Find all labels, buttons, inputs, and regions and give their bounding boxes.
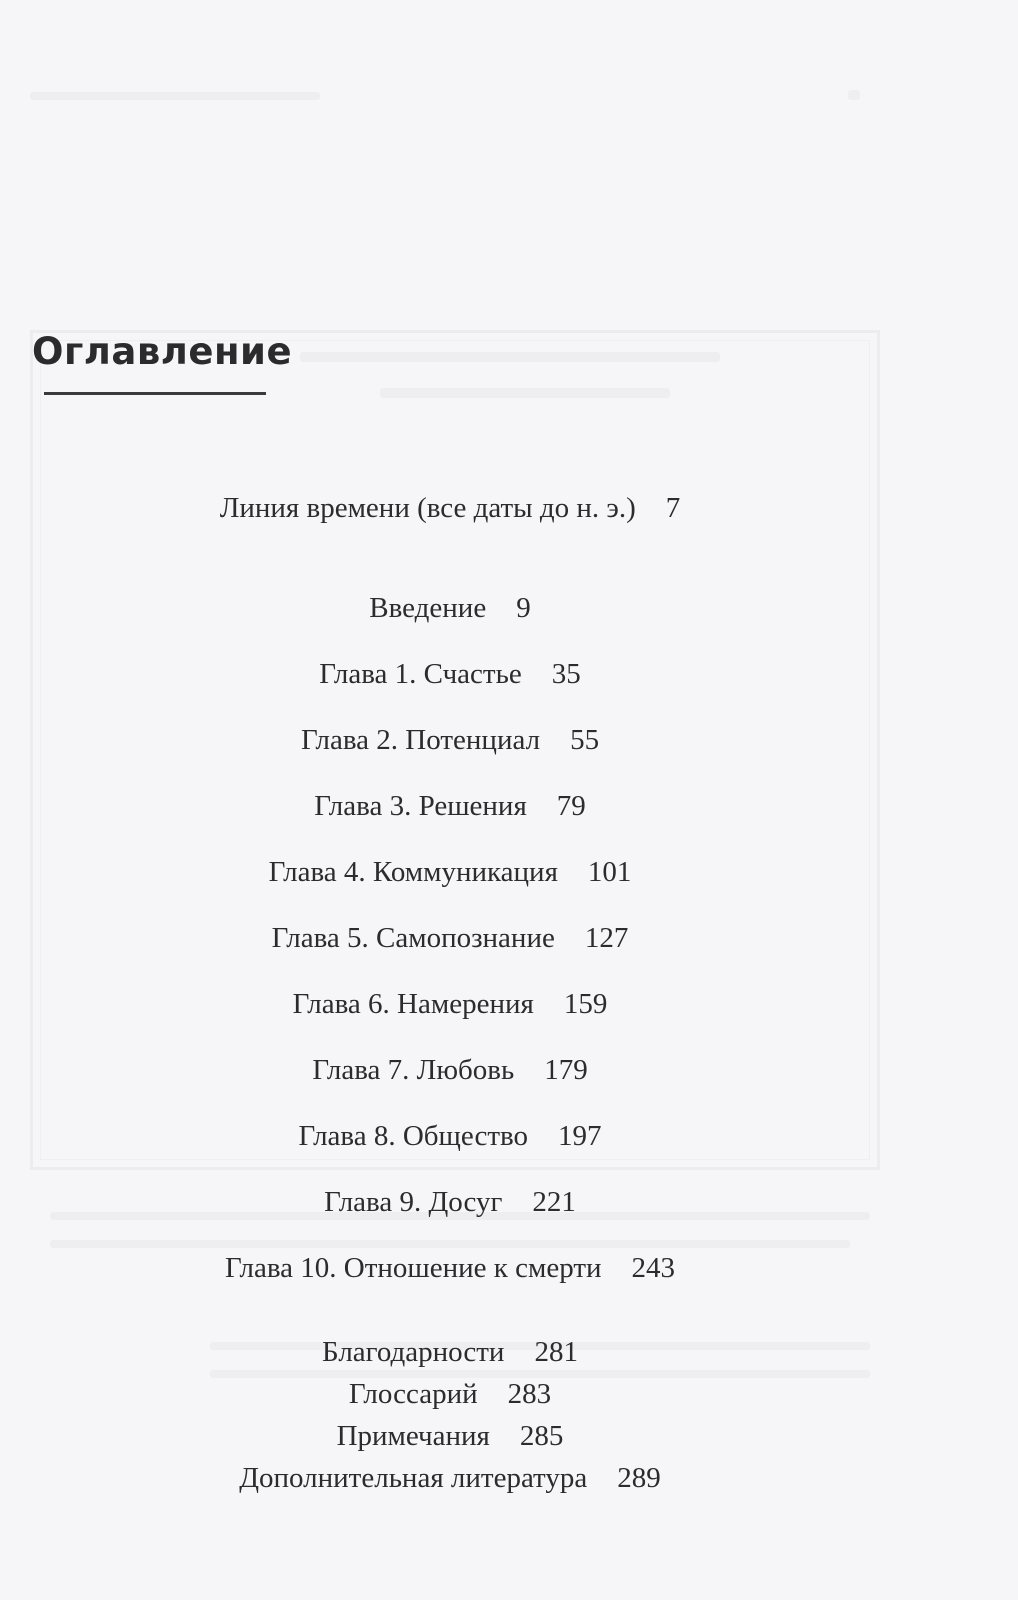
toc-entry-chapter-5[interactable]	[0, 920, 900, 956]
toc-entry-chapter-9[interactable]	[0, 1184, 900, 1220]
toc-entry-label: Глава 2. Потенциал	[300, 724, 541, 756]
toc-entry-chapter-1[interactable]	[0, 656, 900, 692]
toc-entry-chapter-7[interactable]	[0, 1052, 900, 1088]
toc-entry-label: Глава 10. Отношение к смерти	[224, 1252, 602, 1284]
toc-entry-page: 283	[507, 1378, 552, 1410]
toc-entry-label: Глава 4. Коммуникация	[268, 856, 558, 888]
toc-entry-label: Примечания	[336, 1420, 490, 1452]
toc-entry-introduction[interactable]	[0, 590, 900, 626]
toc-entry-page: 127	[584, 922, 629, 954]
toc-entry-page: 9	[516, 592, 531, 624]
toc-entry-page: 179	[544, 1054, 588, 1086]
page-title: Оглавление	[32, 330, 293, 373]
toc-entry-page: 159	[563, 988, 608, 1020]
toc-entry-page: 101	[587, 856, 632, 888]
toc-entry-page: 197	[558, 1120, 602, 1152]
toc-entry-acknowledgements[interactable]	[0, 1334, 900, 1370]
toc-entry-label: Глава 7. Любовь	[312, 1054, 515, 1086]
toc-entry-glossary[interactable]	[0, 1376, 900, 1412]
toc-entry-chapter-3[interactable]	[0, 788, 900, 824]
toc-entry-further-reading[interactable]	[0, 1460, 900, 1496]
toc-entry-page: 221	[532, 1186, 576, 1218]
toc-entry-label: Глава 5. Самопознание	[271, 922, 555, 954]
toc-entry-label: Линия времени (все даты до н. э.)	[219, 492, 636, 524]
toc-entry-page: 35	[551, 658, 581, 690]
toc-entry-page: 79	[556, 790, 586, 822]
toc-entry-label: Глава 9. Досуг	[324, 1186, 503, 1218]
toc-entry-label: Дополнительная литература	[239, 1462, 588, 1494]
toc-entry-label: Глава 8. Общество	[298, 1120, 529, 1152]
toc-entry-page: 243	[631, 1252, 676, 1284]
toc-entry-timeline[interactable]	[0, 490, 900, 526]
toc-entry-page: 55	[570, 724, 600, 756]
toc-entry-page: 281	[534, 1336, 578, 1368]
toc-entry-chapter-4[interactable]	[0, 854, 900, 890]
toc-entry-notes[interactable]	[0, 1418, 900, 1454]
toc-entry-label: Глоссарий	[348, 1378, 478, 1410]
toc-entry-label: Введение	[369, 592, 487, 624]
toc-entry-chapter-10[interactable]	[0, 1250, 900, 1286]
toc-entry-label: Глава 1. Счастье	[319, 658, 522, 690]
toc-entry-label: Благодарности	[322, 1336, 505, 1368]
toc-entry-page: 7	[665, 492, 681, 524]
toc-entry-chapter-6[interactable]	[0, 986, 900, 1022]
toc-entry-chapter-2[interactable]	[0, 722, 900, 758]
toc-entry-page: 289	[617, 1462, 661, 1494]
toc-entry-label: Глава 6. Намерения	[292, 988, 534, 1020]
toc-entry-page: 285	[519, 1420, 564, 1452]
toc-entry-label: Глава 3. Решения	[314, 790, 527, 822]
toc-entry-chapter-8[interactable]	[0, 1118, 900, 1154]
